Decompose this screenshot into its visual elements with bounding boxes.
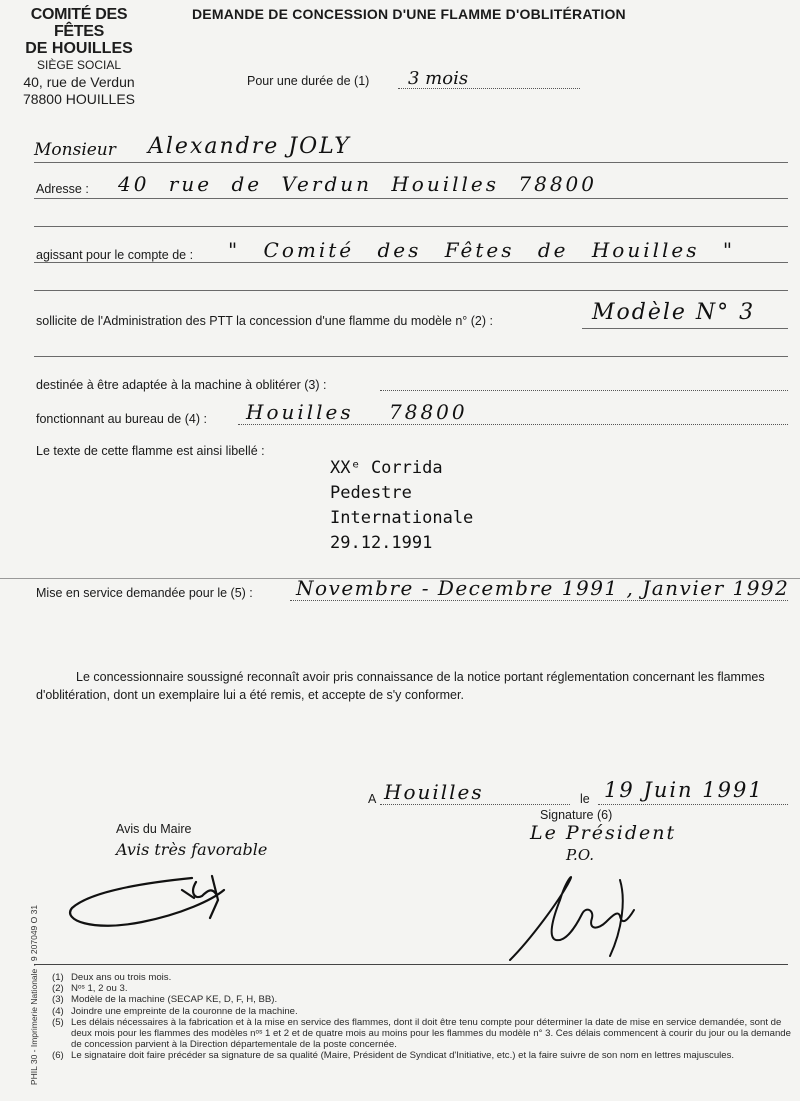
date-value[interactable]: 19 Juin 1991 [604, 778, 764, 802]
account-label: agissant pour le compte de : [36, 248, 194, 262]
mayor-label: Avis du Maire [116, 822, 192, 836]
duration-label: Pour une durée de (1) [247, 74, 370, 88]
footnotes [52, 972, 792, 1062]
footnotes-separator [34, 964, 788, 965]
account-line-2 [34, 290, 788, 291]
stamp-line-4: 40, rue de Verdun [23, 74, 135, 90]
place-value[interactable]: Houilles [384, 780, 484, 804]
machine-line[interactable] [380, 390, 788, 391]
duration-line [398, 88, 580, 89]
address-line-1 [34, 198, 788, 199]
service-line [290, 600, 788, 601]
signature-label: Signature (6) [540, 808, 613, 822]
footnote-1: (1) Deux ans ou trois mois. [52, 972, 172, 983]
footnote-3: (3) Modèle de la machine (SECAP KE, D, F, H, BB). [52, 994, 278, 1006]
office-line [238, 424, 788, 425]
applicant-name[interactable]: Alexandre JOLY [148, 134, 351, 159]
flame-text-block [330, 456, 473, 556]
duration-value[interactable]: 3 mois [408, 68, 469, 89]
model-line-1 [582, 328, 788, 329]
footnote-6: (6) Le signataire doit faire précéder sa signature de sa qualité (Maire, Président de Syndicat d'Initiative, etc.) et la faire suivre de son nom en lettres majuscules. [52, 1050, 735, 1062]
footnote-2: (2) Nᵒˢ 1, 2 ou 3. [52, 983, 128, 995]
stamp-line-1: COMITÉ DES FÊTES [30, 6, 128, 40]
account-line-1 [34, 262, 788, 263]
date-le-label: le [580, 792, 590, 806]
printer-imprint: PHIL 30 - Imprimerie Nationale - 9 207049 O 31 [29, 904, 39, 1086]
applicant-line [34, 162, 788, 163]
address-line-2 [34, 226, 788, 227]
president-signature [500, 860, 660, 970]
form-title: DEMANDE DE CONCESSION D'UNE FLAMME D'OBLITÉRATION [192, 6, 626, 22]
signature-title: Le Président [530, 822, 677, 844]
address-label: Adresse : [36, 182, 89, 196]
flame-text-line-4: 29.12.1991 [330, 533, 433, 553]
service-label: Mise en service demandée pour le (5) : [36, 586, 253, 600]
stamp-line-2: DE HOUILLES [25, 40, 133, 57]
stamp-line-3: SIÈGE SOCIAL [36, 58, 122, 72]
footnote-5: (5) Les délais nécessaires à la fabrication et à la mise en service des flammes, dont il doit être tenu compte pour déterminer la date de mise en service demandée, sont de deux mois pour les flammes des modèles nᵒˢ 1 et 2 et de quatre mois au moins pour les flammes du modèle n° 3. Ces délais commencent à courir du jour ou la demande de concession parvient à la Direction départementale de la poste concernée. [52, 1016, 791, 1051]
service-value[interactable]: Novembre - Decembre 1991 , Janvier 1992 [296, 576, 790, 600]
account-value[interactable]: " Comité des Fêtes de Houilles " [228, 238, 736, 262]
machine-label: destinée à être adaptée à la machine à oblitérer (3) : [36, 378, 327, 392]
organization-stamp [4, 6, 154, 108]
signature-po: P.O. [566, 846, 595, 864]
mayor-opinion: Avis très favorable [116, 840, 268, 859]
model-value[interactable]: Modèle N° 3 [592, 300, 756, 325]
flame-text-line-1: XXᵉ Corrida [330, 458, 443, 478]
mayor-signature [62, 860, 252, 940]
flame-text-line-3: Internationale [330, 508, 474, 528]
place-line [380, 804, 570, 805]
address-value[interactable]: 40 rue de Verdun Houilles 78800 [118, 172, 597, 196]
date-line [598, 804, 788, 805]
place-a-label: A [368, 792, 377, 806]
stamp-line-5: 78800 HOUILLES [22, 91, 136, 107]
flame-text-line-2: Pedestre [330, 483, 412, 503]
office-value[interactable]: Houilles 78800 [246, 400, 468, 424]
model-line-2 [34, 356, 788, 357]
flame-text-label: Le texte de cette flamme est ainsi libellé : [36, 444, 265, 458]
office-label: fonctionnant au bureau de (4) : [36, 412, 207, 426]
footnote-4: (4) Joindre une empreinte de la couronne de la machine. [52, 1005, 298, 1017]
applicant-prefix: Monsieur [34, 140, 116, 160]
acceptance-paragraph: Le concessionnaire soussigné reconnaît avoir pris connaissance de la notice portant réglementation concernant les flammes d'oblitération, dont un exemplaire lui a été remis, et accepte de s'y conformer. [36, 670, 765, 702]
model-label: sollicite de l'Administration des PTT la concession d'une flamme du modèle n° (2) : [36, 314, 493, 328]
